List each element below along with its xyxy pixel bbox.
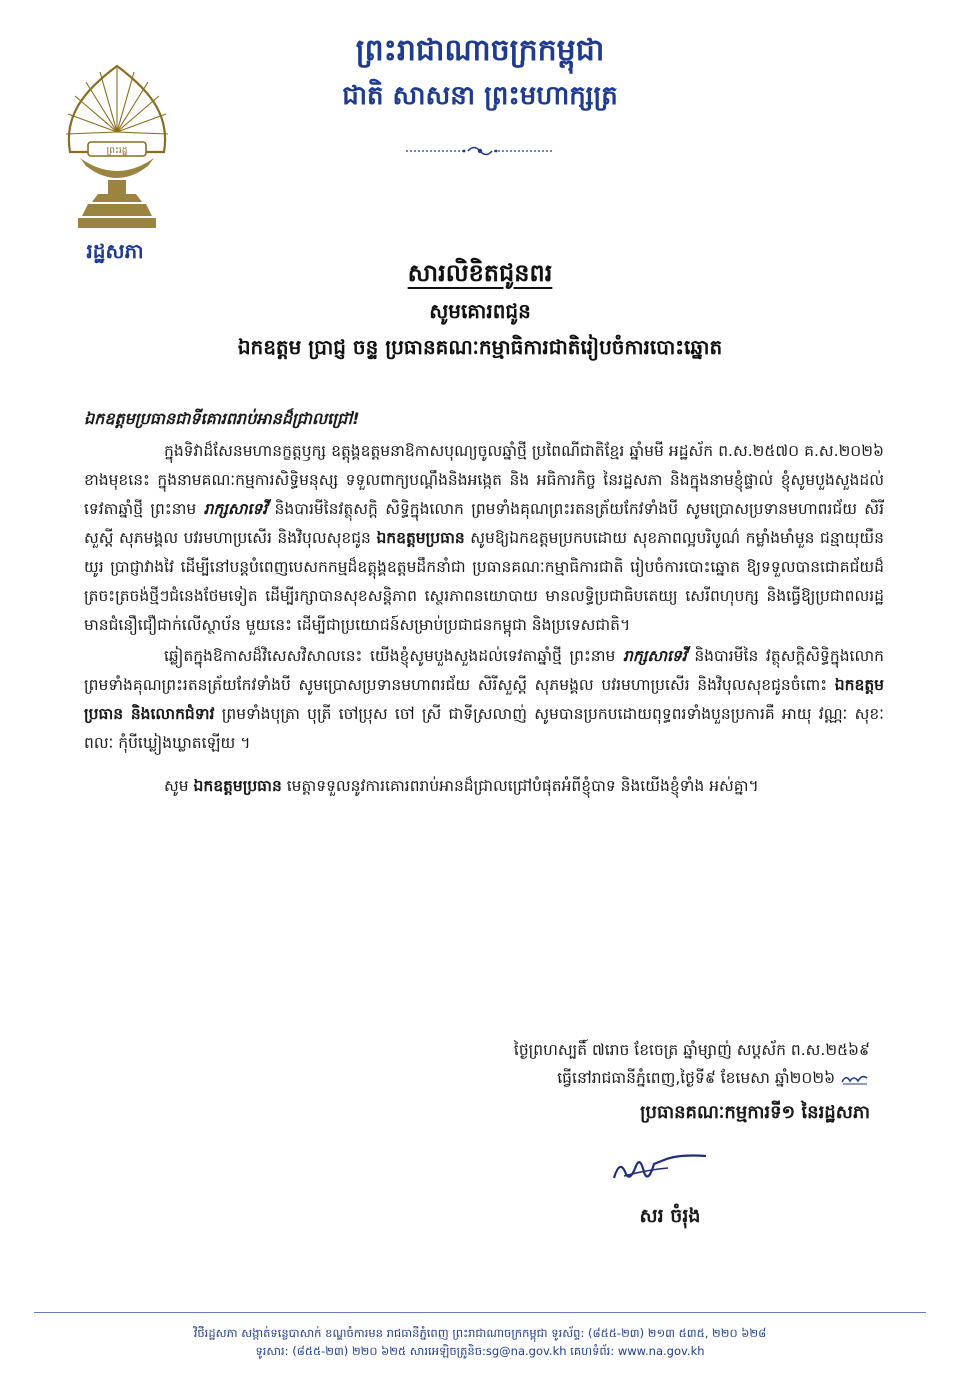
recipient-line: ឯកឧត្តម ប្រាជ្ញ ចន្ទ ប្រធានគណៈកម្មាធិការជាតិរៀបចំការបោះឆ្នោត [237,335,723,359]
p1-text-a: ក្នុងទិវាដ៏សែនមហានក្ខត្តឫក្ស ឧត្តុង្គឧត្តមនាឱកាសបុណ្យចូលឆ្នាំថ្មី ប្រពៃណីជាតិខ្មែរ ឆ្នាំមមី អដ្ឋស័ក ព.ស.២៥៧០ គ.ស.២០២៦ ខាងមុខនេះ ក្នុងនាមគណៈកម្មការសិទ្ធិមនុស្ស ទទួលពាក្យបណ្ដឹងនិងអង្កេត និង អធិការកិច្ច នៃរដ្ឋសភា និងក្នុងនាមខ្ញុំផ្ទាល់ ខ្ញុំសូមបួងសួងដល់ទេវតាឆ្នាំថ្មី ព្រះនាម [84,442,884,518]
p1-text-c: សូមឱ្យឯកឧត្តមប្រកបដោយ សុខភាពល្អបរិបូណ៌ កម្លាំងមាំមួន ជន្មាយុយឺនយូរ ប្រាជ្ញាវាងវៃ ដើម្បីនៅបន្តបំពេញបេសកកម្មដ៏ឧត្តុង្គឧត្តមដឹកនាំជា ប្រធានគណៈកម្មាធិការជាតិ រៀបចំការបោះឆ្នោត ឱ្យទទួលបានជោគជ័យដ៏ត្រចះត្រចង់ថ្មីៗជំនេងថែមទៀត ដើម្បីរក្សាបានសុខសន្តិភាព ស្ថេរភាពនយោបាយ មានលទ្ធិប្រជាធិបតេយ្យ សេរីពហុបក្ស និងធ្វើឱ្យប្រជាពលរដ្ឋមានជំនឿជឿជាក់លើស្ថាប័ន មួយនេះ ដើម្បីជាប្រយោជន៍សម្រាប់ប្រជាជនកម្ពុជា និងប្រទេសជាតិ។ [84,529,884,634]
svg-text:ព្រះរដ្ឋ: ព្រះរដ្ឋ [106,146,128,156]
initials-mark-icon [840,1072,870,1086]
p2-recipients: ឯកឧត្តមប្រធាន និងលោកជំទាវ [84,676,884,723]
p3-text-a: សូម [164,777,194,795]
p2-text-b: និងបារមីនៃ វត្ថុសក្ដិសិទ្ធិក្នុងលោក ព្រមទាំងគុណព្រះរតនត្រ័យកែវទាំងបី សូមប្រោសប្រទានមហាពរជ័យ សិរីសួស្ដី សុភមង្គល បវរមហាប្រសើរ និងវិបុលសុខជូនចំពោះ [84,647,884,694]
date-block [400,1036,870,1092]
motto-line: ជាតិ សាសនា ព្រះមហាក្សត្រ [342,81,618,111]
paragraph-2 [84,642,884,758]
kingdom-header [300,30,660,116]
letter-body [84,404,884,803]
paragraph-3 [84,772,884,801]
handwritten-signature-icon [606,1148,716,1192]
paragraph-1 [84,437,884,640]
p2-text-c: ព្រមទាំងបុត្រា បុត្រី ចៅប្រុស ចៅ ស្រី ជាទីស្រលាញ់ សូមបានប្រកបដោយពុទ្ធពរទាំងបួនប្រការគឺ អាយុ វណ្ណៈ សុខៈ ពលៈ កុំបីឃ្លៀងឃ្លាតឡើយ ។ [84,705,884,752]
signer-name: សរ ចំរុង [639,1205,701,1227]
p3-text-b: មេត្តាទទួលនូវការគោរពរាប់អានដ៏ជ្រាលជ្រៅបំផុតអំពីខ្ញុំបាទ និងយើងខ្ញុំទាំង អស់គ្នា។ [281,777,759,795]
solar-date-row [400,1064,870,1092]
national-assembly-emblem-icon [62,62,172,234]
respectfully-to: សូមគោរពជូន [429,299,531,323]
footer-contact: ទូរសារ: (៨៥៥-២៣) ២២០ ៦២៥ សារអេឡិចត្រូនិច:sg@na.gov.kh គេហទំព័រ: www.na.gov.kh [255,1344,705,1358]
p1-deity-name: រាក្សសាទេវី [203,500,268,518]
p1-text-b: និងបារមីនៃវត្ថុសក្ដិ សិទ្ធិក្នុងលោក ព្រមទាំងគុណព្រះរតនត្រ័យកែវទាំងបី សូមប្រោសប្រទានមហាពរជ័យ សិរីសួស្ដី សុភមង្គល បវរមហាប្រសើរ និងវិបុលសុខជូន [84,500,884,547]
solar-date: ធ្វើនៅរាជធានីភ្នំពេញ,ថ្ងៃទី៩ ខែមេសា ឆ្នាំ២០២៦ [557,1069,836,1087]
lunar-date: ថ្ងៃព្រហស្បតិ៍ ៧រោច ខែចេត្រ ឆ្នាំម្សាញ់ សប្តស័ក ព.ស.២៥៦៩ [513,1041,870,1059]
letter-title: សារលិខិតជូនពរ [407,258,553,287]
signer-title: ប្រធានគណៈកម្មការទី១ នៃរដ្ឋសភា [640,1102,870,1123]
p2-text-a: ឆ្លៀតក្នុងឱកាសដ៏វិសេសវិសាលនេះ យើងខ្ញុំសូមបួងសួងដល់ទេវតាឆ្នាំថ្មី ព្រះនាម [164,647,624,665]
footer [60,1324,900,1360]
p2-deity-name: រាក្សសាទេវី [623,647,687,665]
p3-president: ឯកឧត្តមប្រធាន [193,777,282,795]
footer-address: វិថីរដ្ឋសភា សង្កាត់ទន្លេបាសាក់ ខណ្ឌចំការមន រាជធានីភ្នំពេញ ព្រះរាជាណាចក្រកម្ពុជា ទូរស័ព្ទ: (៨៥៥-២៣) ២១៣ ៥៣៥, ២២០ ៦២៨ [193,1326,767,1340]
salutation: ឯកឧត្តមប្រធានជាទីគោរពរាប់អានដ៏ជ្រាលជ្រៅ! [84,409,360,428]
p1-president: ឯកឧត្តមប្រធាន [376,529,465,547]
footer-divider [34,1312,926,1313]
institution-name: រដ្ឋសភា [86,239,144,263]
kingdom-line: ព្រះរាជាណាចក្រកម្ពុជា [355,33,605,68]
ornament-divider-icon [402,142,558,160]
